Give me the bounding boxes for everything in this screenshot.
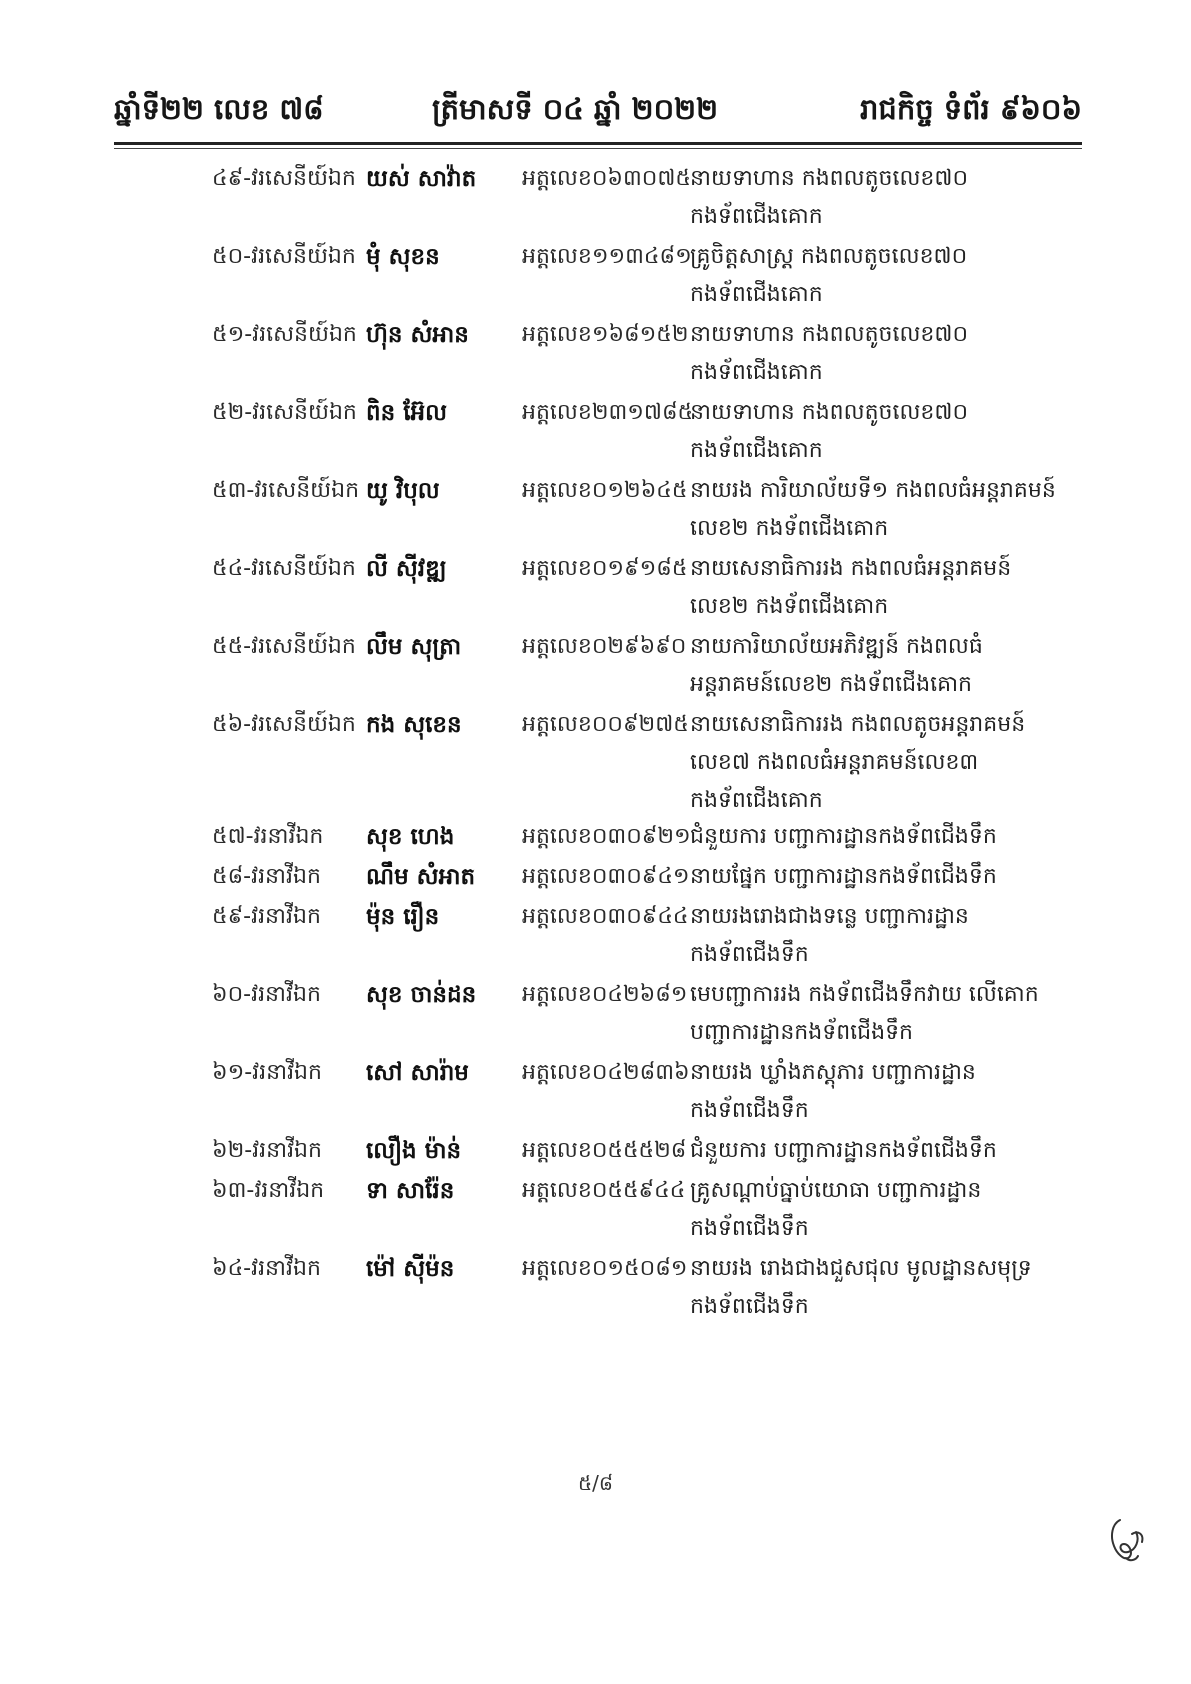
entry-position	[690, 976, 1070, 1052]
entry-position	[690, 160, 1070, 236]
entry-name: មុំ សុខន	[366, 244, 440, 270]
entry-position	[690, 818, 1070, 856]
entry-id-number: អត្តលេខ០២៩៦៩០	[522, 634, 687, 659]
issue-number: ឆ្នាំទី២២ លេខ ៧៨	[114, 92, 324, 126]
entry-rank: ៥១-វរសេនីយ៍ឯក	[212, 322, 357, 347]
entry-position-line: នាយសេនាធិការរង កងពលធំអន្តរាគមន៍	[690, 556, 1012, 581]
entry-rank: ៥៩-វរនាវីឯក	[212, 904, 321, 929]
quarter-year: ត្រីមាសទី ០៤ ឆ្នាំ ២០២២	[432, 92, 719, 126]
entry-id-number: អត្តលេខ០៤២៦៨១	[522, 982, 688, 1007]
entry-position-line: នាយទាហាន កងពលតូចលេខ៧០	[690, 322, 969, 347]
entry-position-line: អន្តរាគមន៍លេខ២ កងទ័ពជើងគោក	[690, 672, 972, 697]
entry-position-line: កងទ័ពជើងគោក	[690, 360, 823, 385]
entry-rank: ៦១-វរនាវីឯក	[212, 1060, 322, 1085]
entry-position-line: កងទ័ពជើងទឹក	[690, 942, 809, 967]
entry-name: កង សុខេន	[366, 712, 462, 738]
entry-rank: ៦៤-វរនាវីឯក	[212, 1256, 321, 1281]
entry-name: យូ វិបុល	[366, 478, 440, 504]
entry-position-line: កងទ័ពជើងទឹក	[690, 1294, 809, 1319]
entry-id-number: អត្តលេខ០៥៥៩៤៤	[522, 1178, 686, 1203]
entry-position	[690, 550, 1070, 626]
entry-position	[690, 1172, 1070, 1248]
entry-position-line: មេបញ្ជាការរង កងទ័ពជើងទឹកវាយ លើគោក	[690, 982, 1039, 1007]
entry-id-number: អត្តលេខ០៤២៨៣៦	[522, 1060, 690, 1085]
entry-rank: ៥៧-វរនាវីឯក	[212, 824, 324, 849]
entry-position	[690, 1132, 1070, 1170]
entry-name: លឹម សុត្រា	[366, 634, 462, 660]
entry-name: ណឹម សំអាត	[366, 864, 476, 890]
entry-position-line: នាយរង រោងជាងជួសជុល មូលដ្ឋានសមុទ្រ	[690, 1256, 1032, 1281]
entry-position	[690, 898, 1070, 974]
entry-position-line: ជំនួយការ បញ្ជាការដ្ឋានកងទ័ពជើងទឹក	[690, 824, 997, 849]
entry-position-line: នាយផ្នែក បញ្ជាការដ្ឋានកងទ័ពជើងទឹក	[690, 864, 997, 889]
entry-position-line: នាយទាហាន កងពលតូចលេខ៧០	[690, 400, 969, 425]
entry-position	[690, 1054, 1070, 1130]
entry-position-line: លេខ២ កងទ័ពជើងគោក	[690, 516, 889, 541]
entry-name: សៅ សារ៉ាម	[366, 1060, 469, 1086]
entry-position-line: នាយការិយាល័យអភិវឌ្ឍន៍ កងពលធំ	[690, 634, 983, 659]
entry-position-line: នាយរងរោងជាងទន្លេ បញ្ជាការដ្ឋាន	[690, 904, 969, 929]
entry-name: លឿង ម៉ាន់	[366, 1138, 462, 1164]
page-number: ៥/៨	[577, 1471, 614, 1495]
entry-rank: ៤៩-វរសេនីយ៍ឯក	[212, 166, 356, 191]
entry-name: ទា សារ៉ែន	[366, 1178, 455, 1204]
entry-id-number: អត្តលេខ០០៩២៧៥	[522, 712, 689, 737]
entry-name: ម៉ុន រឿន	[366, 904, 440, 930]
entry-position-line: កងទ័ពជើងគោក	[690, 282, 823, 307]
entry-position-line: នាយសេនាធិការរង កងពលតូចអន្តរាគមន៍	[690, 712, 1026, 737]
entry-position	[690, 394, 1070, 470]
entry-position	[690, 316, 1070, 392]
entry-id-number: អត្តលេខ០១២៦៤៥	[522, 478, 688, 503]
entry-position-line: លេខ៧ កងពលធំអន្តរាគមន៍លេខ៣	[690, 750, 979, 775]
entry-position-line: នាយទាហាន កងពលតូចលេខ៧០	[690, 166, 969, 191]
entry-id-number: អត្តលេខ០៣០៩២១	[522, 824, 691, 849]
entry-id-number: អត្តលេខ០៣០៩៤៤	[522, 904, 689, 929]
entry-rank: ៥៤-វរសេនីយ៍ឯក	[212, 556, 356, 581]
entry-name: លី ស៊ីវឌ្ឍ	[366, 556, 447, 582]
entry-position	[690, 472, 1070, 548]
entry-id-number: អត្តលេខ០៦៣០៧៥	[522, 166, 691, 191]
entry-name: ហ៊ុន សំអាន	[366, 322, 469, 348]
entry-position	[690, 628, 1070, 704]
entry-position-line: បញ្ជាការដ្ឋានកងទ័ពជើងទឹក	[690, 1020, 914, 1045]
entry-id-number: អត្តលេខ២៣១៧៨៥	[522, 400, 694, 425]
entry-position	[690, 858, 1070, 896]
entry-rank: ៦០-វរនាវីឯក	[212, 982, 321, 1007]
entry-name: សុខ ចាន់ដន	[366, 982, 477, 1008]
entry-rank: ៥០-វរសេនីយ៍ឯក	[212, 244, 356, 269]
entry-id-number: អត្តលេខ០៥៥៥២៨	[522, 1138, 687, 1163]
entry-rank: ៦២-វរនាវីឯក	[212, 1138, 322, 1163]
entry-position-line: កងទ័ពជើងគោក	[690, 204, 823, 229]
gazette-page: រាជកិច្ច ទំព័រ ៩៦០៦	[860, 92, 1082, 126]
entry-id-number: អត្តលេខ១៦៨១៥២	[522, 322, 689, 347]
entry-position	[690, 706, 1070, 820]
entry-position-line: គ្រូសណ្តាប់ធ្នាប់យោធា បញ្ជាការដ្ឋាន	[690, 1178, 982, 1203]
entry-rank: ៥៦-វរសេនីយ៍ឯក	[212, 712, 356, 737]
entry-name: ម៉ៅ ស៊ីម៉ន	[366, 1256, 455, 1282]
entry-name: ពិន អ៊ែល	[366, 400, 448, 426]
entry-id-number: អត្តលេខ០១៩១៨៥	[522, 556, 688, 581]
entry-name: យស់ សាវ៉ាត	[366, 166, 477, 192]
entry-position	[690, 238, 1070, 314]
entry-position-line: កងទ័ពជើងគោក	[690, 788, 823, 813]
entry-id-number: អត្តលេខ០១៥០៨១	[522, 1256, 688, 1281]
entry-position-line: ជំនួយការ បញ្ជាការដ្ឋានកងទ័ពជើងទឹក	[690, 1138, 997, 1163]
entry-id-number: អត្តលេខ១១៣៤៨១	[522, 244, 692, 269]
entry-position-line: កងទ័ពជើងទឹក	[690, 1098, 809, 1123]
entry-position-line: កងទ័ពជើងគោក	[690, 438, 823, 463]
entry-position-line: កងទ័ពជើងទឹក	[690, 1216, 809, 1241]
entry-rank: ៥២-វរសេនីយ៍ឯក	[212, 400, 357, 425]
entry-position-line: គ្រូចិត្តសាស្ត្រ កងពលតូចលេខ៧០	[690, 244, 968, 269]
entry-position-line: នាយរង ឃ្លាំងភស្តុភារ បញ្ជាការដ្ឋាន	[690, 1060, 976, 1085]
entry-rank: ៦៣-វរនាវីឯក	[212, 1178, 325, 1203]
entry-rank: ៥៥-វរសេនីយ៍ឯក	[212, 634, 356, 659]
entry-name: សុខ ហេង	[366, 824, 455, 850]
entry-id-number: អត្តលេខ០៣០៩៤១	[522, 864, 690, 889]
entry-rank: ៥៣-វរសេនីយ៍ឯក	[212, 478, 360, 503]
entry-position-line: លេខ២ កងទ័ពជើងគោក	[690, 594, 889, 619]
signature-mark	[1106, 1514, 1148, 1564]
entry-position-line: នាយរង ការិយាល័យទី១ កងពលធំអន្តរាគមន៍	[690, 478, 1056, 503]
entry-position	[690, 1250, 1070, 1326]
entry-rank: ៥៨-វរនាវីឯក	[212, 864, 321, 889]
